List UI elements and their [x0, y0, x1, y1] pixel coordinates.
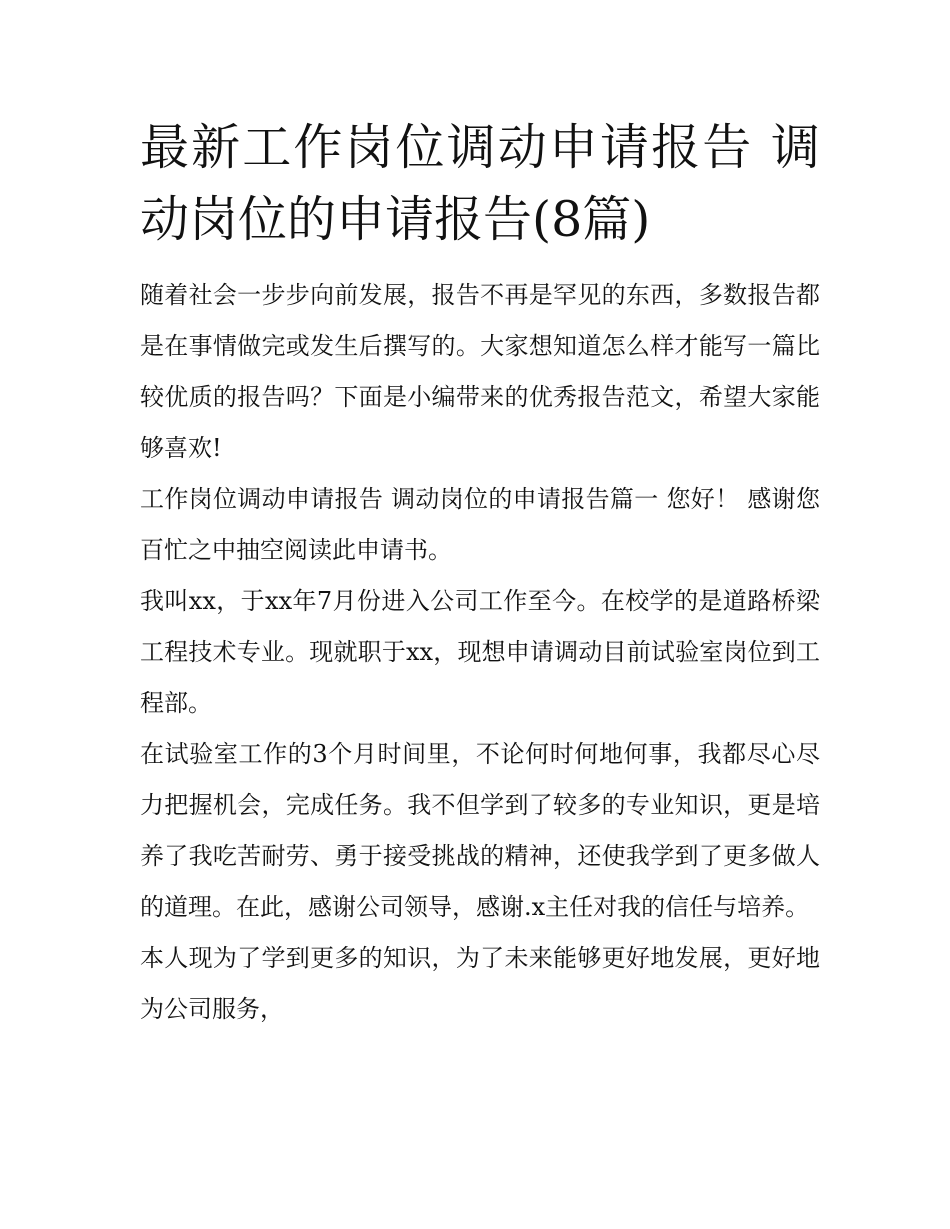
paragraph-intro: 随着社会一步步向前发展，报告不再是罕见的东西，多数报告都是在事情做完或发生后撰写的。大家想知道怎么样才能写一篇比较优质的报告吗？下面是小编带来的优秀报告范文，希望大家能够喜欢! — [140, 281, 820, 462]
paragraph-greeting: 工作岗位调动申请报告 调动岗位的申请报告篇一 您好！ 感谢您百忙之中抽空阅读此申请书。 — [140, 485, 820, 564]
paragraph-reason: 本人现为了学到更多的知识，为了未来能够更好地发展，更好地为公司服务， — [140, 944, 820, 1023]
document-title: 最新工作岗位调动申请报告 调动岗位的申请报告(8篇) — [140, 119, 820, 248]
document-body — [140, 270, 820, 1035]
document-page — [140, 112, 820, 1035]
paragraph-self-introduction: 我叫xx，于xx年7月份进入公司工作至今。在校学的是道路桥梁工程技术专业。现就职于xx，现想申请调动目前试验室岗位到工程部。 — [140, 587, 820, 717]
paragraph-work-experience: 在试验室工作的3个月时间里，不论何时何地何事，我都尽心尽力把握机会，完成任务。我不但学到了较多的专业知识，更是培养了我吃苦耐劳、勇于接受挑战的精神，还使我学到了更多做人的道理。在此，感谢公司领导，感谢.x主任对我的信任与培养。 — [140, 740, 820, 921]
